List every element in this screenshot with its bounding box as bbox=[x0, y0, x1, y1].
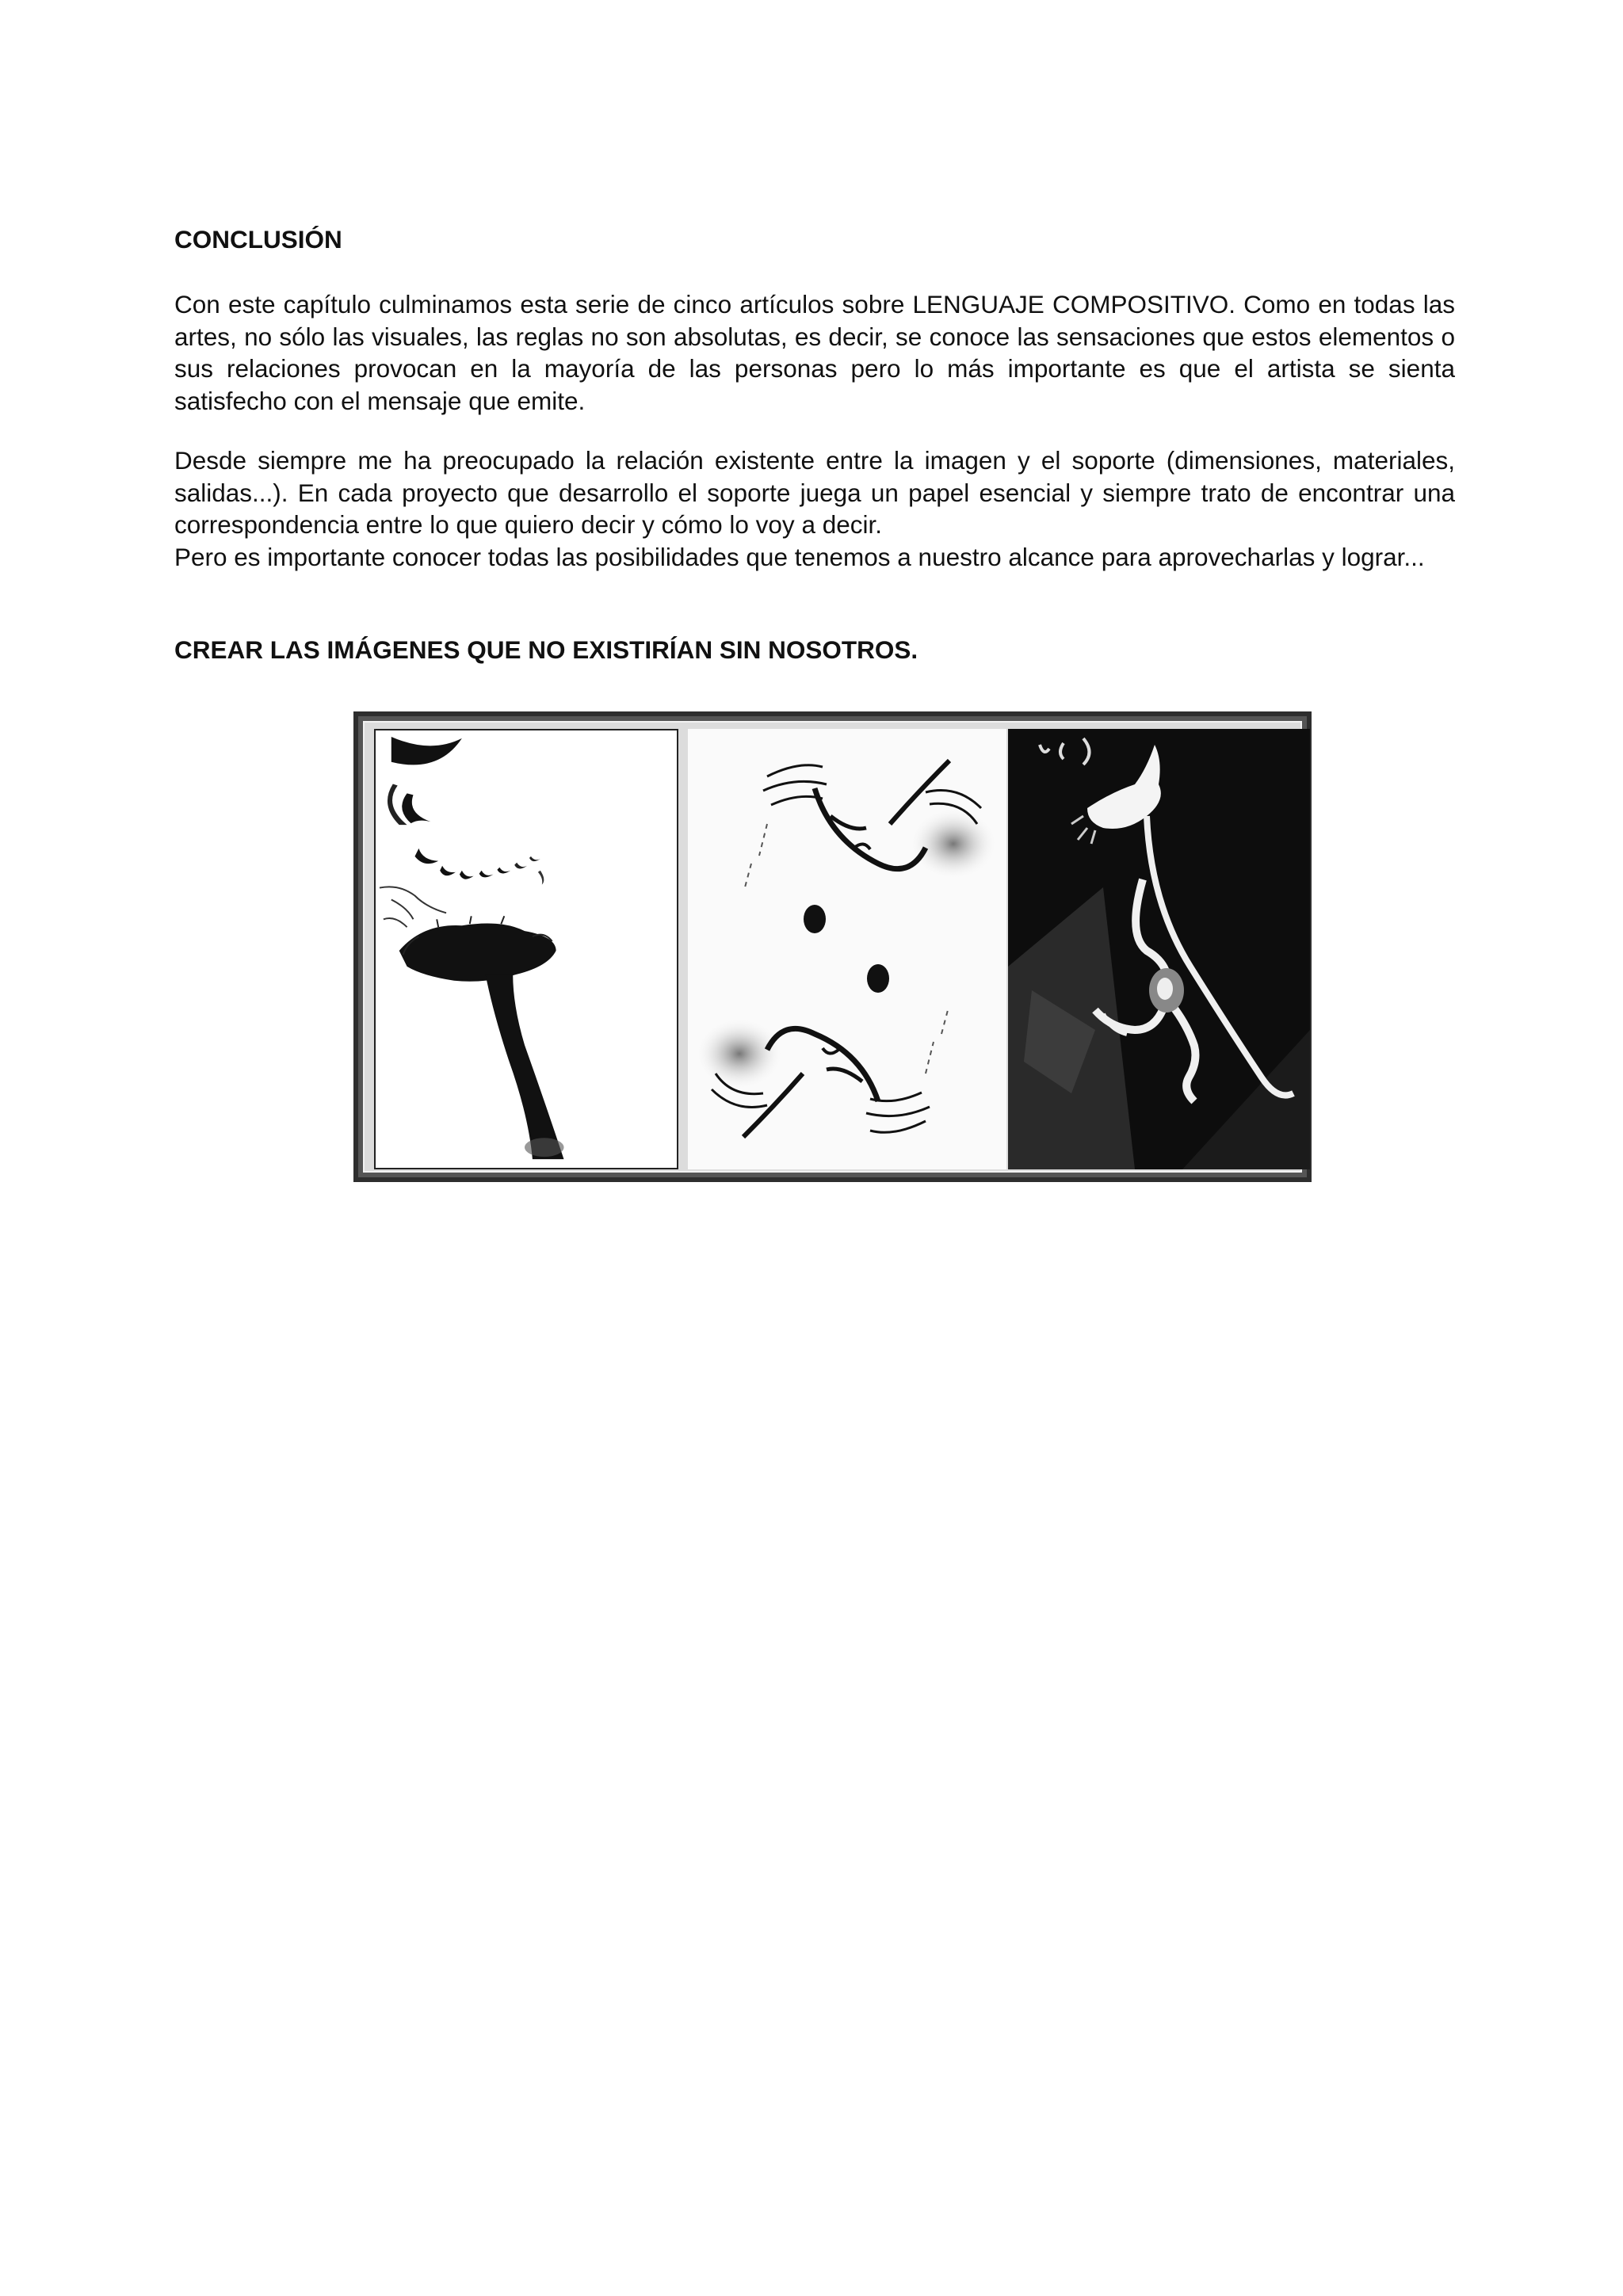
section-heading: CONCLUSIÓN bbox=[174, 225, 342, 254]
closing-statement: CREAR LAS IMÁGENES QUE NO EXISTIRÍAN SIN NOSOTROS. bbox=[174, 635, 918, 664]
abstract-figure-left-image bbox=[376, 730, 677, 1168]
paragraph-support-a: Desde siempre me ha preocupado la relación existente entre la imagen y el soporte (dimensiones, materiales, salidas...). En cada proyecto que desarrollo el soporte juega un papel esencial y siempre trato de encontrar una correspondencia entre lo que quiero decir y cómo lo voy a decir. bbox=[174, 446, 1455, 539]
paragraph-support bbox=[174, 444, 1455, 573]
artwork-panel-right bbox=[1008, 729, 1310, 1169]
artwork-triptych bbox=[353, 711, 1312, 1182]
abstract-faces-center-image bbox=[688, 729, 1006, 1169]
abstract-figure-right-image bbox=[1008, 729, 1310, 1169]
artwork-panel-center bbox=[688, 729, 1006, 1169]
paragraph-intro: Con este capítulo culminamos esta serie de cinco artículos sobre LENGUAJE COMPOSITIVO. Como en todas las artes, no sólo las visuales, las reglas no son absolutas, es decir, se conoce las sensaciones que estos elementos o sus relaciones provocan en la mayoría de las personas pero lo más importante es que el artista se sienta satisfecho con el mensaje que emite. bbox=[174, 290, 1455, 415]
artwork-frame bbox=[363, 721, 1302, 1173]
artwork-panel-left bbox=[374, 729, 678, 1169]
paragraph-support-b: Pero es importante conocer todas las posibilidades que tenemos a nuestro alcance para aprovecharlas y lograr... bbox=[174, 542, 1425, 571]
